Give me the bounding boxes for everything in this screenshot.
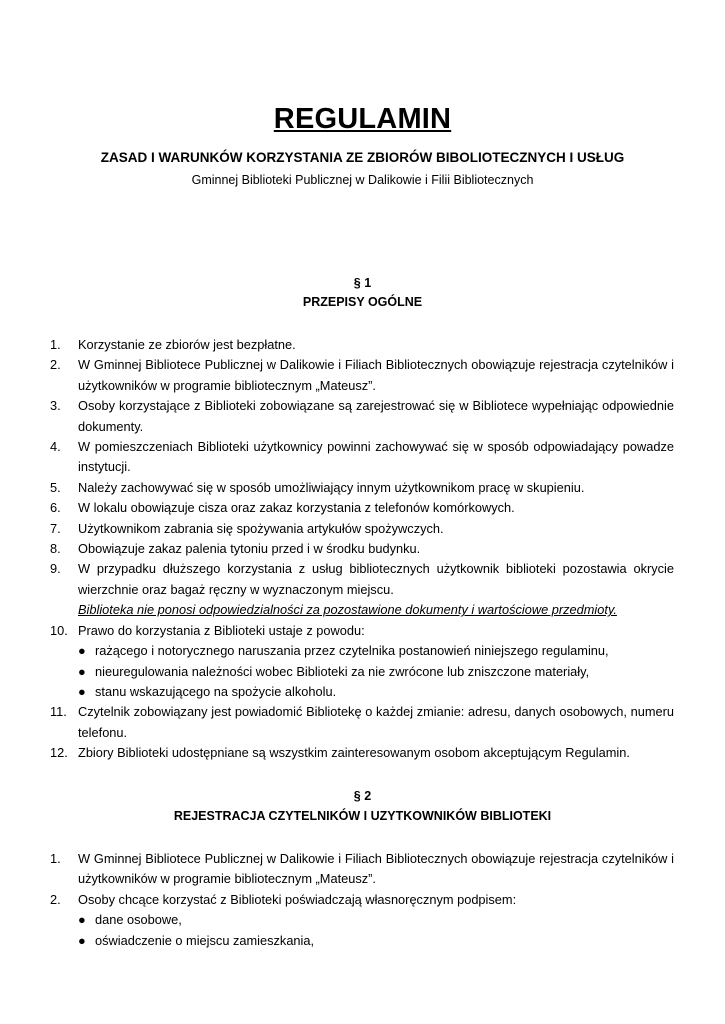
section-2-number: § 2: [353, 789, 372, 803]
bullet-item: [78, 910, 674, 930]
document-subsubtitle: Gminnej Biblioteki Publicznej w Dalikowie i Filii Bibliotecznych: [191, 173, 534, 187]
bullet-icon: ●: [78, 932, 86, 948]
bullet-item: [78, 641, 674, 661]
list-item-text: Obowiązuje zakaz palenia tytoniu przed i w środku budynku.: [78, 541, 421, 557]
document-subtitle: ZASAD I WARUNKÓW KORZYSTANIA ZE ZBIORÓW BIBOLIOTECZNYCH I USŁUG: [100, 150, 625, 165]
bullet-icon: ●: [78, 912, 86, 928]
list-item-text: W pomieszczeniach Biblioteki użytkownicy powinni zachowywać się w sposób odpowiadający powadze instytucji.: [78, 439, 674, 475]
list-item: [50, 890, 674, 951]
list-item-text: Osoby chcące korzystać z Biblioteki poświadczają własnoręcznym podpisem:: [78, 891, 517, 907]
list-item-text: Korzystanie ze zbiorów jest bezpłatne.: [78, 337, 296, 352]
list-item-number: 11.: [50, 704, 67, 720]
bullet-item: [78, 662, 674, 682]
list-item: [50, 437, 674, 478]
bullet-icon: ●: [78, 683, 86, 699]
section-1-title: PRZEPISY OGÓLNE: [302, 295, 423, 309]
bullet-icon: ●: [78, 643, 86, 659]
list-item-note: Biblioteka nie ponosi odpowiedzialności za pozostawione dokumenty i wartościowe przedmioty.: [78, 602, 617, 618]
list-item-number: 1.: [50, 337, 61, 352]
list-item-number: 6.: [50, 500, 61, 516]
list-item-number: 4.: [50, 439, 61, 455]
list-item-text: Czytelnik zobowiązany jest powiadomić Bibliotekę o każdej zmianie: adresu, danych osobowych, numeru telefonu.: [78, 704, 674, 740]
bullet-text: oświadczenie o miejscu zamieszkania,: [95, 932, 315, 948]
bullet-list: [78, 641, 674, 702]
list-item-text: W lokalu obowiązuje cisza oraz zakaz korzystania z telefonów komórkowych.: [78, 500, 515, 516]
list-item: [50, 702, 674, 743]
bullet-item: [78, 931, 674, 951]
list-item: [50, 478, 674, 498]
bullet-text: nieuregulowania należności wobec Biblioteki za nie zwrócone lub zniszczone materiały,: [95, 663, 590, 679]
list-item-text: W przypadku dłuższego korzystania z usług bibliotecznych użytkownik biblioteki pozostawia okrycie wierzchnie oraz bagaż ręczny w wyznaczonym miejscu.: [78, 561, 674, 597]
list-item-number: 2.: [50, 357, 61, 373]
list-item-number: 8.: [50, 541, 61, 557]
list-item-number: 5.: [50, 479, 61, 495]
list-item-text: Osoby korzystające z Biblioteki zobowiązane są zarejestrować się w Bibliotece wypełniając odpowiednie dokumenty.: [78, 398, 674, 434]
list-item-text: Zbiory Biblioteki udostępniane są wszystkim zainteresowanym osobom akceptującym Regulamin.: [78, 745, 630, 761]
document-title: REGULAMIN: [273, 103, 452, 135]
list-item-text: Prawo do korzystania z Biblioteki ustaje z powodu:: [78, 622, 365, 638]
list-item: [50, 559, 674, 620]
list-item-number: 7.: [50, 520, 61, 536]
section-2-list: [50, 849, 674, 951]
list-item-text: W Gminnej Bibliotece Publicznej w Dalikowie i Filiach Bibliotecznych obowiązuje rejestracja czytelników i użytkowników w programie bibliotecznym „Mateusz”.: [78, 357, 674, 393]
bullet-text: rażącego i notorycznego naruszania przez czytelnika postanowień niniejszego regulaminu,: [95, 643, 609, 659]
list-item: [50, 498, 674, 518]
list-item-number: 12.: [50, 745, 68, 761]
list-item: [50, 743, 674, 763]
section-1-number: § 1: [353, 276, 372, 290]
list-item: [50, 396, 674, 437]
list-item: [50, 519, 674, 539]
list-item-text: Należy zachowywać się w sposób umożliwiający innym użytkownikom pracę w skupieniu.: [78, 479, 585, 495]
list-item-number: 3.: [50, 398, 61, 414]
bullet-icon: ●: [78, 663, 86, 679]
list-item-number: 2.: [50, 891, 61, 907]
list-item-text: Użytkownikom zabrania się spożywania artykułów spożywczych.: [78, 520, 444, 536]
list-item-number: 10.: [50, 622, 68, 638]
list-item: [50, 539, 674, 559]
list-item-number: 1.: [50, 851, 61, 866]
list-item: [50, 621, 674, 703]
section-2-title: REJESTRACJA CZYTELNIKÓW I UZYTKOWNIKÓW BIBLIOTEKI: [173, 809, 552, 823]
list-item: [50, 335, 674, 355]
bullet-list: [78, 910, 674, 951]
list-item: [50, 849, 674, 890]
list-item: [50, 355, 674, 396]
list-item-text: W Gminnej Bibliotece Publicznej w Dalikowie i Filiach Bibliotecznych obowiązuje rejestracja czytelników i użytkowników w programie bibliotecznym „Mateusz”.: [78, 851, 674, 887]
list-item-number: 9.: [50, 561, 61, 577]
bullet-text: stanu wskazującego na spożycie alkoholu.: [95, 683, 337, 699]
section-1-list: [50, 335, 674, 764]
bullet-item: [78, 682, 674, 702]
bullet-text: dane osobowe,: [95, 912, 182, 928]
